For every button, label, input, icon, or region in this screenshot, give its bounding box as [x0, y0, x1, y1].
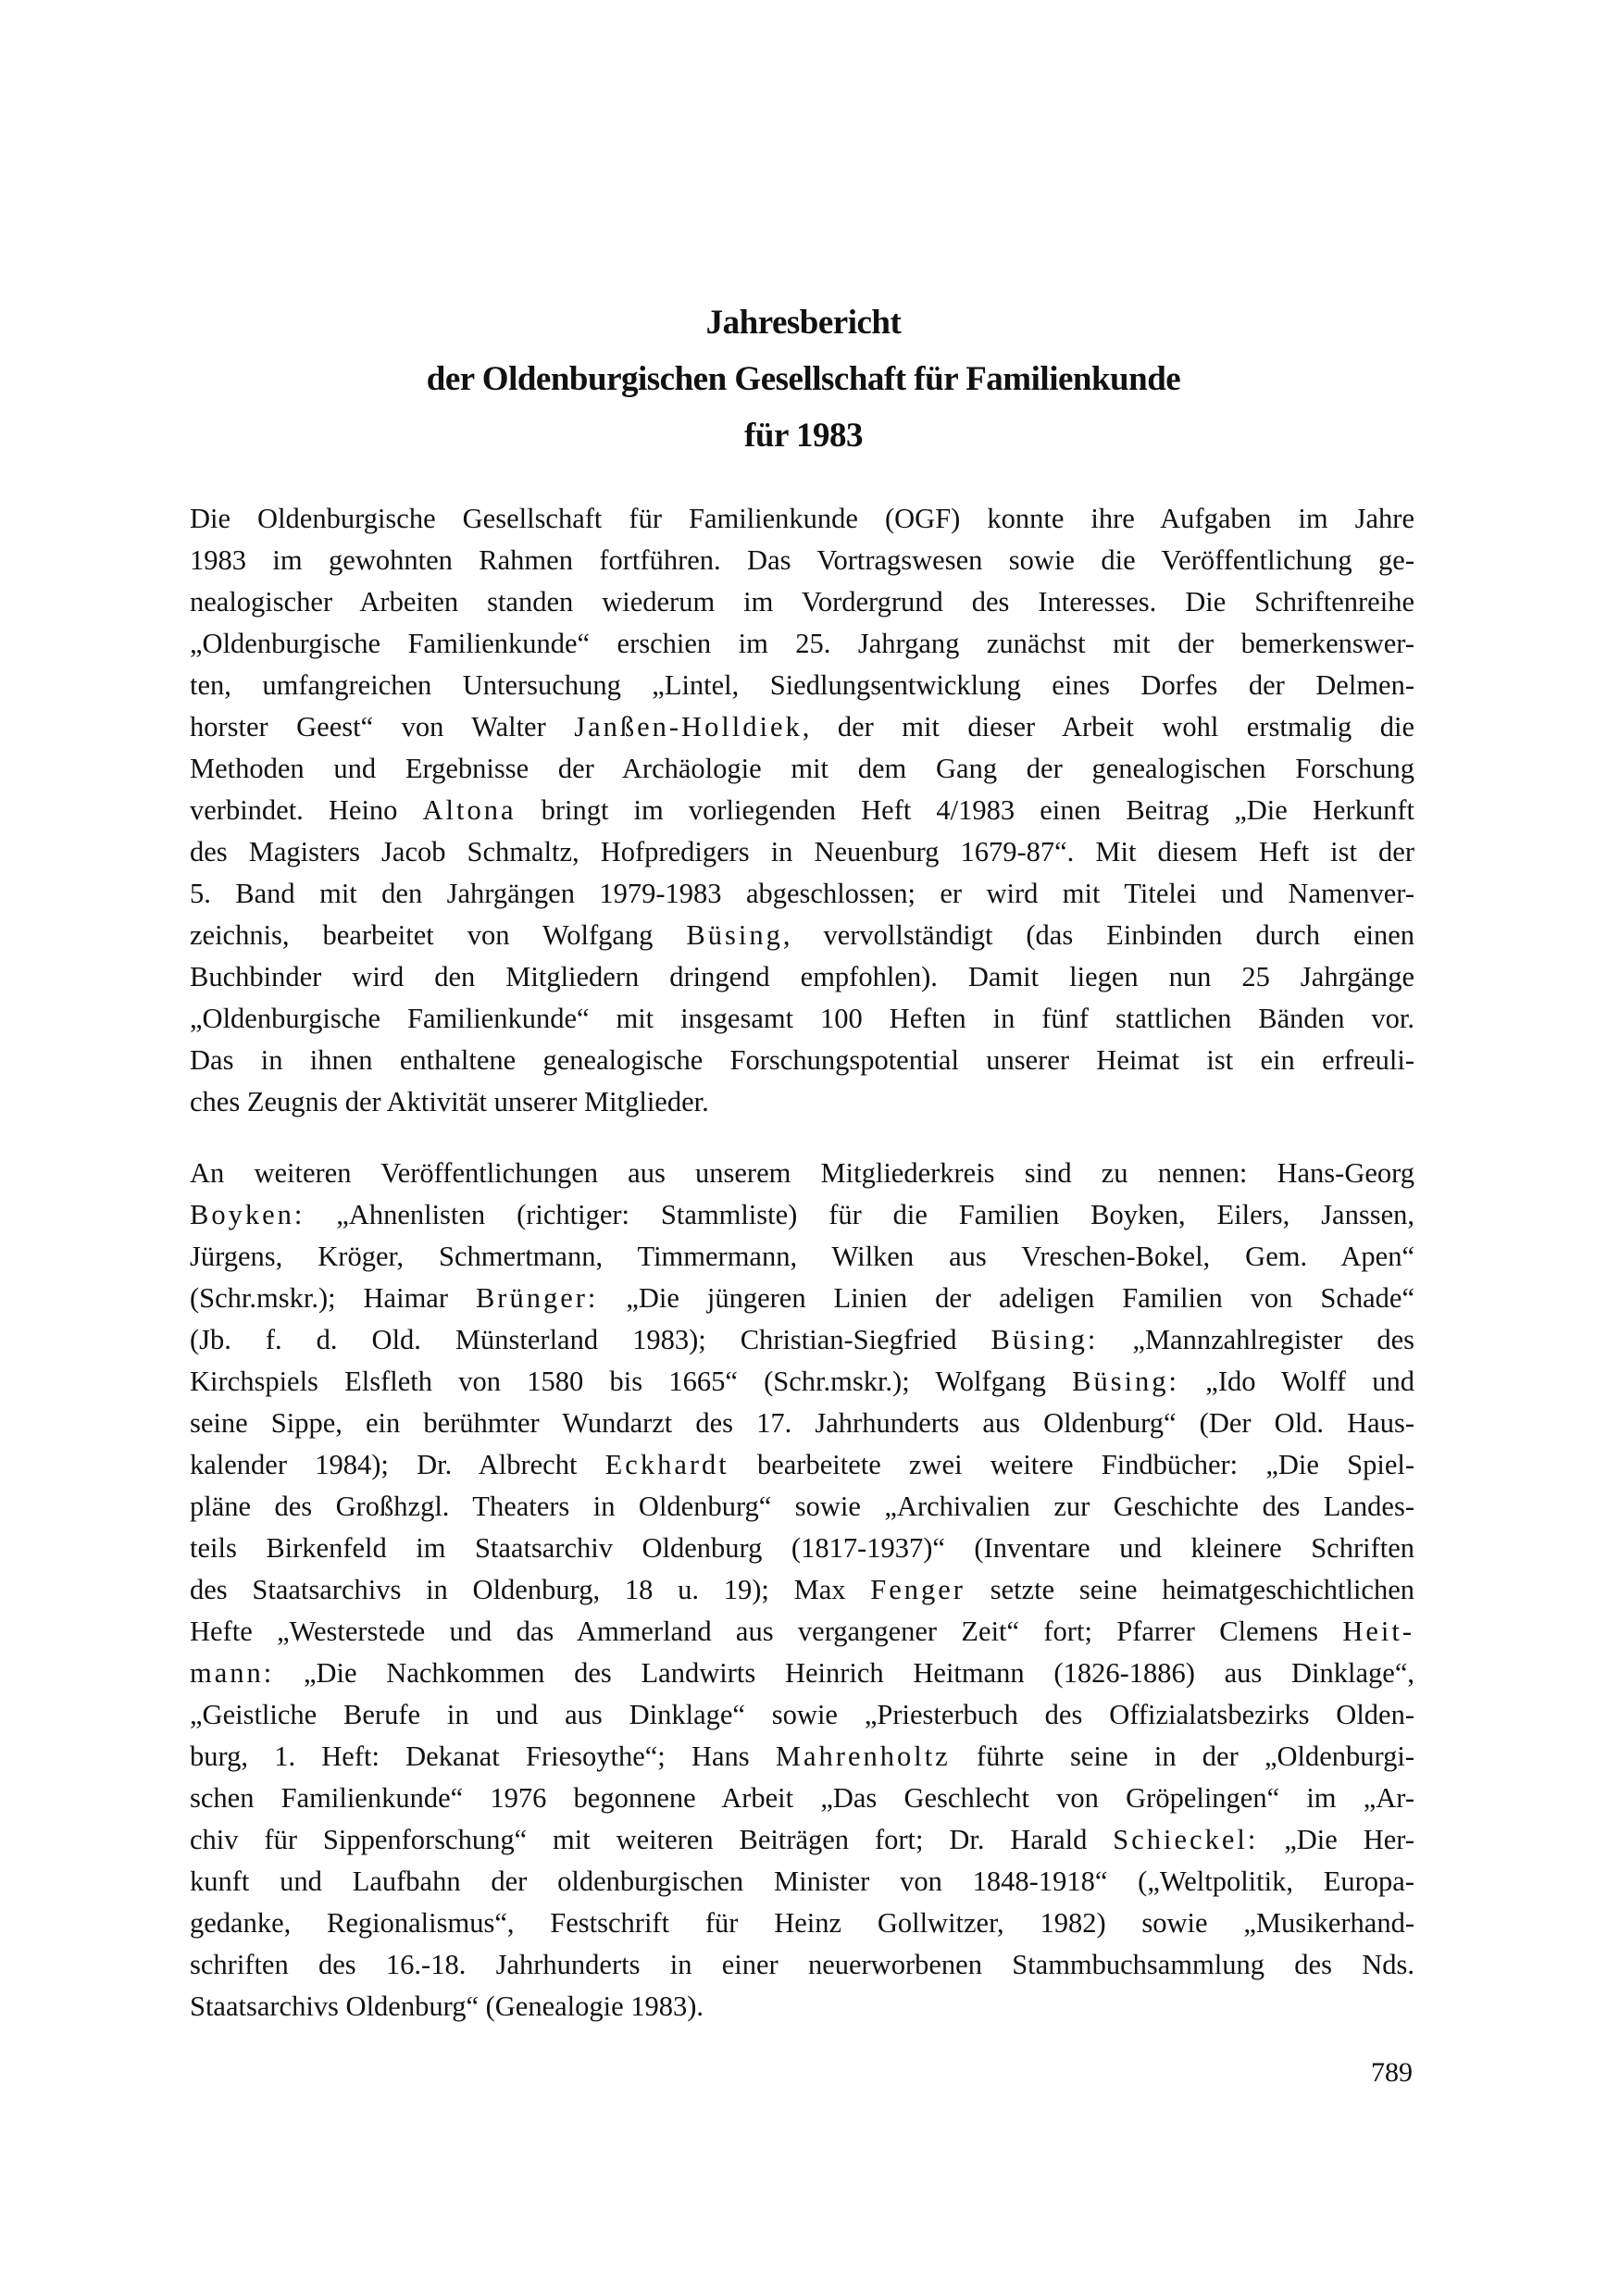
spaced-author-name: Büsing: — [990, 1324, 1099, 1355]
text-segment: burg, 1. Heft: Dekanat Friesoythe“; Hans — [190, 1741, 776, 1772]
text-line — [190, 1819, 1414, 1861]
paragraph-publications — [190, 1153, 1414, 2028]
text-line — [190, 1903, 1414, 1944]
text-segment: Die Oldenburgische Gesellschaft für Familienkunde (OGF) konnte ihre Aufgaben im Jahre — [190, 503, 1414, 534]
text-segment: gedanke, Regionalismus“, Festschrift für Heinz Gollwitzer, 1982) sowie „Musikerhand- — [190, 1907, 1414, 1939]
text-segment: (Schr.mskr.); Haimar — [190, 1282, 476, 1314]
text-line — [190, 1778, 1414, 1819]
text-segment: setzte seine heimatgeschichtlichen — [965, 1574, 1414, 1605]
text-segment: chiv für Sippenforschung“ mit weiteren Beiträgen fort; Dr. Harald — [190, 1824, 1114, 1855]
text-line — [190, 748, 1414, 790]
text-line — [190, 956, 1414, 998]
text-segment: „Mannzahlregister des — [1098, 1324, 1415, 1355]
text-segment: „Oldenburgische Familienkunde“ erschien im 25. Jahrgang zunächst mit der bemerkenswer- — [190, 628, 1414, 659]
text-segment: seine Sippe, ein berühmter Wundarzt des 17. Jahrhunderts aus Oldenburg“ (Der Old. Haus- — [190, 1407, 1414, 1439]
text-line — [190, 1444, 1414, 1486]
text-segment: zeichnis, bearbeitet von Wolfgang — [190, 919, 687, 951]
text-segment: Hefte „Westerstede und das Ammerland aus vergangener Zeit“ fort; Pfarrer Clemens — [190, 1616, 1343, 1647]
title-line-2: der Oldenburgischen Gesellschaft für Familienkunde — [426, 360, 1181, 398]
text-line — [190, 581, 1414, 623]
text-line — [190, 1528, 1414, 1569]
spaced-author-name: Altona — [422, 794, 517, 826]
spaced-author-name: Schieckel: — [1113, 1824, 1259, 1855]
text-line — [190, 665, 1414, 706]
text-segment: , der mit dieser Arbeit wohl erstmalig die — [802, 711, 1414, 742]
spaced-author-name: Janßen-Holldiek — [574, 711, 803, 742]
text-segment: „Geistliche Berufe in und aus Dinklage“ sowie „Priesterbuch des Offizialatsbezirks Olden- — [190, 1699, 1414, 1730]
text-line — [190, 1986, 1414, 2028]
text-segment: „Die jüngeren Linien der adeligen Familien von Schade“ — [598, 1282, 1414, 1314]
spaced-author-name: Büsing: — [1072, 1366, 1180, 1397]
text-segment: führte seine in der „Oldenburgi- — [950, 1741, 1414, 1772]
spaced-author-name: Eckhardt — [604, 1449, 729, 1480]
text-segment: „Ahnenlisten (richtiger: Stammliste) für die Familien Boyken, Eilers, Janssen, — [305, 1199, 1414, 1230]
text-line — [190, 915, 1414, 956]
text-segment: An weiteren Veröffentlichungen aus unserem Mitgliederkreis sind zu nennen: Hans-Georg — [190, 1157, 1414, 1189]
text-segment: verbindet. Heino — [190, 794, 423, 826]
text-line — [190, 1081, 1414, 1123]
paragraph-intro — [190, 498, 1414, 1123]
text-line — [190, 1861, 1414, 1903]
text-segment: „Oldenburgische Familienkunde“ mit insgesamt 100 Heften in fünf stattlichen Bänden vor. — [190, 1003, 1414, 1034]
spaced-author-name: Brünger: — [475, 1282, 599, 1314]
text-segment: schen Familienkunde“ 1976 begonnene Arbeit „Das Geschlecht von Gröpelingen“ im „Ar- — [190, 1782, 1414, 1814]
text-line — [190, 873, 1414, 915]
text-line — [190, 1361, 1414, 1403]
text-line — [190, 831, 1414, 873]
text-segment: Jürgens, Kröger, Schmertmann, Timmermann, Wilken aus Vreschen-Bokel, Gem. Apen“ — [190, 1241, 1414, 1272]
text-line — [190, 1611, 1414, 1653]
text-segment: schriften des 16.-18. Jahrhunderts in einer neuerworbenen Stammbuchsammlung des Nds. — [190, 1949, 1414, 1980]
text-segment: , vervollständigt (das Einbinden durch einen — [782, 919, 1414, 951]
spaced-author-name: Fenger — [870, 1574, 965, 1605]
text-segment: Buchbinder wird den Mitgliedern dringend empfohlen). Damit liegen nun 25 Jahrgänge — [190, 961, 1414, 992]
text-line — [190, 998, 1414, 1040]
text-segment: nealogischer Arbeiten standen wiederum im Vordergrund des Interesses. Die Schriftenreihe — [190, 586, 1414, 618]
title-line-3: für 1983 — [744, 417, 863, 455]
text-segment: horster Geest“ von Walter — [190, 711, 575, 742]
text-segment: „Die Her- — [1258, 1824, 1414, 1855]
text-segment: pläne des Großhzgl. Theaters in Oldenburg“ sowie „Archivalien zur Geschichte des Landes- — [190, 1491, 1414, 1522]
title-line-1: Jahresbericht — [705, 304, 902, 342]
text-line — [190, 790, 1414, 831]
text-segment: ten, umfangreichen Untersuchung „Lintel, Siedlungsentwicklung eines Dorfes der Delmen- — [190, 669, 1414, 701]
spaced-author-name: mann: — [190, 1657, 275, 1689]
text-segment: teils Birkenfeld im Staatsarchiv Oldenburg (1817-1937)“ (Inventare und kleinere Schriften — [190, 1532, 1414, 1564]
text-line — [190, 1486, 1414, 1528]
text-segment: bringt im vorliegenden Heft 4/1983 einen Beitrag „Die Herkunft — [516, 794, 1414, 826]
text-segment: „Ido Wolff und — [1179, 1366, 1414, 1397]
text-segment: bearbeitete zwei weitere Findbücher: „Die Spiel- — [729, 1449, 1415, 1480]
text-segment: (Jb. f. d. Old. Münsterland 1983); Christian-Siegfried — [190, 1324, 991, 1355]
text-segment: Kirchspiels Elsfleth von 1580 bis 1665“ (Schr.mskr.); Wolfgang — [190, 1366, 1073, 1397]
text-line — [190, 498, 1414, 540]
text-segment: 5. Band mit den Jahrgängen 1979-1983 abgeschlossen; er wird mit Titelei und Namenver- — [190, 878, 1414, 909]
text-segment: des Staatsarchivs in Oldenburg, 18 u. 19); Max — [190, 1574, 871, 1605]
text-segment: kalender 1984); Dr. Albrecht — [190, 1449, 605, 1480]
text-line — [190, 1403, 1414, 1444]
text-segment: 1983 im gewohnten Rahmen fortführen. Das Vortragswesen sowie die Veröffentlichung ge- — [190, 544, 1414, 576]
text-line — [190, 1278, 1414, 1319]
text-line — [190, 1944, 1414, 1986]
page-number: 789 — [1371, 2057, 1413, 2088]
text-segment: Methoden und Ergebnisse der Archäologie mit dem Gang der genealogischen Forschung — [190, 753, 1414, 784]
page-title — [0, 294, 1607, 464]
text-line — [190, 706, 1414, 748]
spaced-author-name: Heit- — [1342, 1616, 1414, 1647]
text-line — [190, 1319, 1414, 1361]
text-line — [190, 1736, 1414, 1778]
text-segment: Staatsarchivs Oldenburg“ (Genealogie 1983). — [190, 1990, 704, 2022]
text-segment: kunft und Laufbahn der oldenburgischen Minister von 1848-1918“ („Weltpolitik, Europa- — [190, 1866, 1414, 1897]
text-line — [190, 1236, 1414, 1278]
text-line — [190, 623, 1414, 665]
text-line — [190, 1569, 1414, 1611]
text-line — [190, 540, 1414, 581]
text-line — [190, 1653, 1414, 1694]
text-segment: Das in ihnen enthaltene genealogische Forschungspotential unserer Heimat ist ein erfreuli- — [190, 1044, 1414, 1076]
text-line — [190, 1694, 1414, 1736]
text-line — [190, 1153, 1414, 1194]
spaced-author-name: Boyken: — [190, 1199, 305, 1230]
text-segment: des Magisters Jacob Schmaltz, Hofpredigers in Neuenburg 1679-87“. Mit diesem Heft ist der — [190, 836, 1414, 867]
spaced-author-name: Mahrenholtz — [775, 1741, 951, 1772]
text-line — [190, 1194, 1414, 1236]
text-line — [190, 1040, 1414, 1081]
text-segment: „Die Nachkommen des Landwirts Heinrich Heitmann (1826-1886) aus Dinklage“, — [274, 1657, 1414, 1689]
text-segment: ches Zeugnis der Aktivität unserer Mitglieder. — [190, 1086, 709, 1117]
spaced-author-name: Büsing — [686, 919, 783, 951]
